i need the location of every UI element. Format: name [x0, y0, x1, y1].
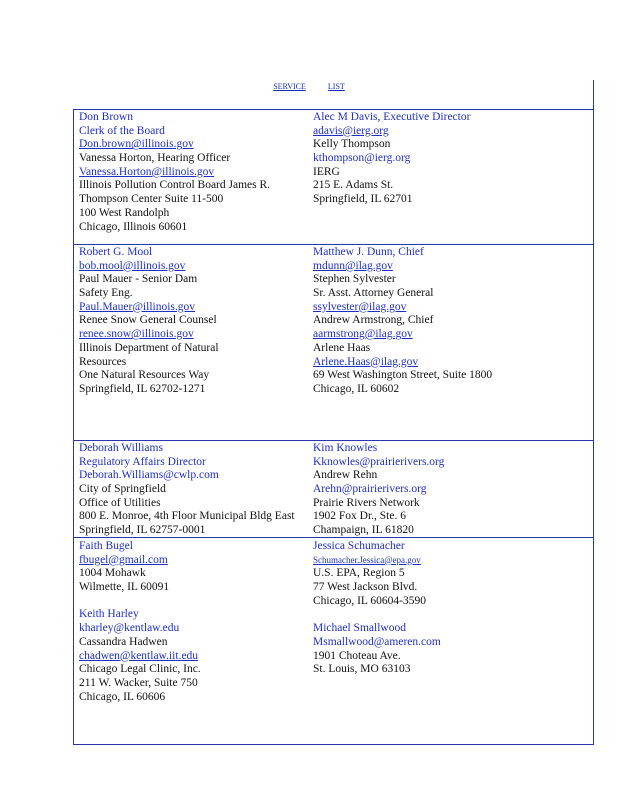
contact-line: 69 West Washington Street, Suite 1800: [313, 369, 493, 382]
contact-line: Wilmette, IL 60091: [79, 581, 170, 594]
contact-title: Regulatory Affairs Director: [79, 455, 206, 468]
contact-name: Jessica Schumacher: [313, 540, 405, 552]
contact-name: Alec M Davis, Executive Director: [313, 111, 471, 123]
email-link[interactable]: fbugel@gmail.com: [79, 553, 168, 566]
contact-line: 1901 Choteau Ave.: [313, 649, 401, 662]
email-link[interactable]: mdunn@ilag.gov: [313, 259, 393, 272]
contact-line: Stephen Sylvester: [313, 273, 396, 286]
table-border-left: [73, 109, 74, 745]
title-list: LIST: [327, 82, 345, 91]
contact-line: 211 W. Wacker, Suite 750: [79, 676, 198, 689]
contact-line: 1004 Mohawk: [79, 567, 146, 580]
contact-cell: [79, 111, 270, 234]
contact-name: Matthew J. Dunn, Chief: [313, 246, 424, 258]
contact-line: Resources: [79, 355, 127, 368]
contact-cell: [313, 540, 441, 677]
contact-line: Springfield, IL 62701: [313, 193, 413, 206]
spacer-line: [79, 595, 201, 609]
contact-line: Safety Eng.: [79, 287, 133, 300]
contact-cell: [313, 246, 492, 397]
contact-name: Faith Bugel: [79, 540, 133, 552]
contact-line: Office of Utilities: [79, 496, 161, 509]
row-divider: [73, 109, 594, 110]
contact-name: Don Brown: [79, 111, 133, 123]
contact-line: Springfield, IL 62702-1271: [79, 382, 206, 395]
contact-line: Chicago, IL 60602: [313, 382, 400, 395]
contact-name: Deborah Williams: [79, 442, 163, 454]
email-link[interactable]: Arehn@prairierivers.org: [313, 483, 427, 496]
email-link[interactable]: Deborah.Williams@cwlp.com: [79, 469, 219, 482]
contact-cell: [79, 246, 219, 397]
title-service: SERVICE: [273, 82, 306, 91]
contact-cell: [313, 111, 470, 207]
contact-line: Chicago, Illinois 60601: [79, 220, 188, 233]
row-divider: [73, 244, 594, 245]
row-divider: [73, 440, 594, 441]
contact-cell: [79, 442, 295, 538]
row-divider: [73, 744, 594, 745]
email-link[interactable]: kharley@kentlaw.edu: [79, 622, 180, 635]
contact-name: Kim Knowles: [313, 442, 378, 454]
email-link[interactable]: chadwen@kentlaw.iit.edu: [79, 649, 199, 662]
contact-line: Renee Snow General Counsel: [79, 314, 217, 327]
email-link[interactable]: Don.brown@illinois.gov: [79, 138, 194, 151]
contact-line: Champaign, IL 61820: [313, 524, 414, 537]
contact-line: St. Louis, MO 63103: [313, 663, 411, 676]
contact-line: 77 West Jackson Blvd.: [313, 581, 418, 594]
email-link[interactable]: ssylvester@ilag.gov: [313, 300, 407, 313]
email-link[interactable]: Schumacher.Jessica@epa.gov: [313, 554, 421, 565]
contact-line: Vanessa Horton, Hearing Officer: [79, 152, 231, 165]
email-link[interactable]: adavis@ierg.org: [313, 124, 389, 137]
contact-line: Kelly Thompson: [313, 138, 391, 151]
contact-line: 800 E. Monroe, 4th Floor Municipal Bldg East: [79, 510, 295, 523]
contact-line: City of Springfield: [79, 483, 166, 496]
contact-line: Chicago, IL 60606: [79, 690, 166, 703]
contact-cell: [79, 540, 201, 704]
contact-line: Arlene Haas: [313, 341, 371, 354]
email-link[interactable]: Kknowles@prairierivers.org: [313, 455, 445, 468]
contact-name: Robert G. Mool: [79, 246, 153, 258]
email-link[interactable]: bob.mool@illinois.gov: [79, 259, 186, 272]
spacer-line: [313, 608, 441, 622]
contact-title: Clerk of the Board: [79, 124, 165, 137]
email-link[interactable]: renee.snow@illinois.gov: [79, 328, 194, 341]
contact-line: One Natural Resources Way: [79, 369, 210, 382]
contact-line: Prairie Rivers Network: [313, 496, 420, 509]
table-border-right: [593, 80, 594, 745]
email-link[interactable]: kthompson@ierg.org: [313, 152, 411, 165]
email-link[interactable]: Vanessa.Horton@illinois.gov: [79, 165, 215, 178]
contact-line: Cassandra Hadwen: [79, 635, 168, 648]
email-link[interactable]: aarmstrong@ilag.gov: [313, 328, 413, 341]
contact-line: Springfield, IL 62757-0001: [79, 524, 206, 537]
email-link[interactable]: Arlene.Haas@ilag.gov: [313, 355, 419, 368]
contact-line: Chicago, IL 60604-3590: [313, 594, 426, 607]
contact-line: Illinois Department of Natural: [79, 341, 219, 354]
contact-line: Chicago Legal Clinic, Inc.: [79, 663, 201, 676]
contact-line: Andrew Rehn: [313, 469, 378, 482]
contact-line: IERG: [313, 165, 340, 178]
contact-line: Thompson Center Suite 11-500: [79, 193, 224, 206]
contact-line: Paul Mauer - Senior Dam: [79, 273, 198, 286]
contact-line: U.S. EPA, Region 5: [313, 567, 405, 580]
contact-line: Andrew Armstrong, Chief: [313, 314, 434, 327]
contact-line: Illinois Pollution Control Board James R.: [79, 179, 271, 192]
contact-line: 1902 Fox Dr., Ste. 6: [313, 510, 406, 523]
contact-name: Keith Harley: [79, 608, 139, 621]
email-link[interactable]: Msmallwood@ameren.com: [313, 635, 441, 648]
document-title: [0, 82, 618, 91]
contact-cell: [313, 442, 444, 538]
contact-name: Michael Smallwood: [313, 622, 406, 635]
contact-line: 100 West Randolph: [79, 206, 170, 219]
email-link[interactable]: Paul.Mauer@illinois.gov: [79, 300, 195, 313]
contact-line: 215 E. Adams St.: [313, 179, 394, 192]
contact-line: Sr. Asst. Attorney General: [313, 287, 434, 300]
